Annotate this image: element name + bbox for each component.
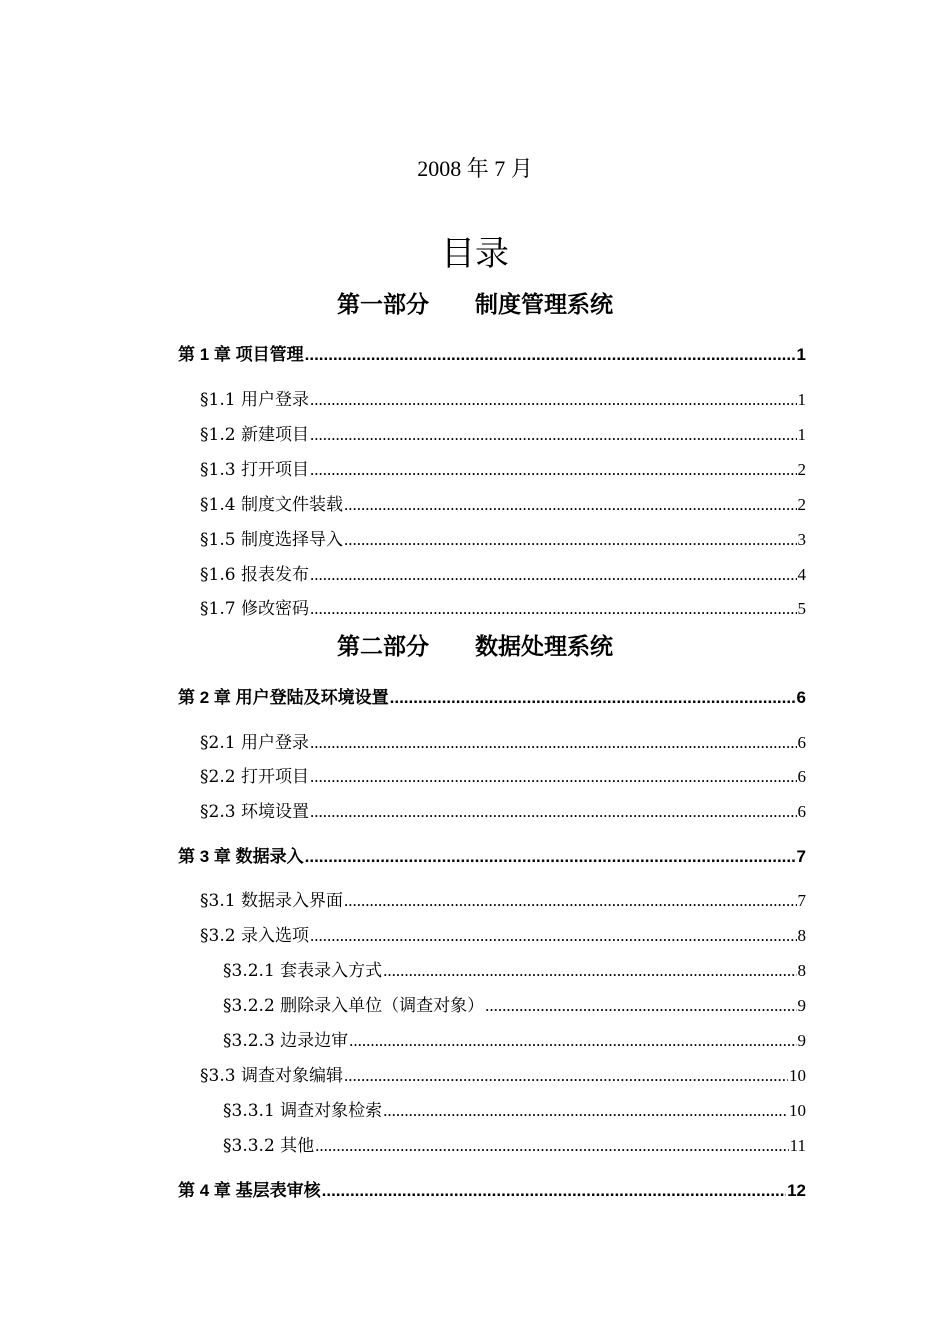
part-heading-1: 第一部分 制度管理系统 [337, 292, 613, 318]
toc-page-number: 6 [797, 767, 806, 786]
toc-entry-chapter[interactable] [0, 1176, 950, 1206]
toc-entry-label: §3.2.3 边录边审 [223, 1031, 349, 1051]
toc-leader [344, 530, 797, 550]
toc-entry-label: §1.3 打开项目 [200, 460, 309, 480]
part-heading-2: 第二部分 数据处理系统 [337, 634, 613, 660]
toc-page-number: 2 [797, 460, 806, 479]
toc-entry-label: §1.2 新建项目 [200, 425, 309, 445]
toc-entry-section[interactable] [0, 728, 950, 758]
toc-leader [310, 733, 797, 753]
toc-entry-section[interactable] [0, 385, 950, 415]
toc-entry-label: §2.3 环境设置 [200, 802, 309, 822]
toc-title: 目录 [441, 234, 509, 274]
toc-entry-section[interactable] [0, 921, 950, 951]
toc-entry-label: §3.2.2 删除录入单位（调查对象） [223, 996, 485, 1016]
toc-leader [383, 961, 796, 981]
toc-leader [344, 495, 797, 515]
toc-page-number: 6 [796, 688, 806, 707]
toc-page-number: 3 [797, 530, 806, 549]
toc-leader [310, 802, 797, 822]
toc-leader [310, 926, 797, 946]
toc-leader [310, 599, 797, 619]
toc-entry-subsection[interactable] [0, 1131, 950, 1161]
toc-entry-label: §2.2 打开项目 [200, 767, 309, 787]
toc-entry-section[interactable] [0, 762, 950, 792]
toc-leader [344, 1066, 788, 1086]
toc-entry-label: §1.5 制度选择导入 [200, 530, 343, 550]
toc-page-number: 5 [797, 599, 806, 618]
toc-entry-label: §3.2 录入选项 [200, 926, 309, 946]
toc-entry-section[interactable] [0, 594, 950, 624]
toc-entry-label: §1.7 修改密码 [200, 599, 309, 619]
toc-entry-section[interactable] [0, 1061, 950, 1091]
toc-page-number: 1 [797, 425, 806, 444]
toc-page-number: 9 [797, 1031, 806, 1050]
toc-leader [383, 1101, 788, 1121]
toc-entry-label: §1.1 用户登录 [200, 390, 309, 410]
toc-page-number: 12 [787, 1181, 806, 1200]
toc-entry-section[interactable] [0, 525, 950, 555]
toc-entry-label: §3.3.2 其他 [223, 1136, 315, 1156]
toc-entry-label: 第 3 章 数据录入 [178, 847, 304, 866]
toc-entry-section[interactable] [0, 420, 950, 450]
toc-leader [344, 891, 797, 911]
toc-page-number: 9 [797, 996, 806, 1015]
toc-entry-subsection[interactable] [0, 1026, 950, 1056]
toc-page-number: 1 [796, 345, 806, 364]
toc-entry-section[interactable] [0, 886, 950, 916]
toc-page-number: 2 [797, 495, 806, 514]
toc-entry-label: 第 1 章 项目管理 [178, 345, 304, 364]
toc-entry-label: §1.4 制度文件装载 [200, 495, 343, 515]
toc-leader [485, 996, 796, 1016]
toc-entry-subsection[interactable] [0, 991, 950, 1021]
toc-entry-section[interactable] [0, 490, 950, 520]
toc-entry-label: §2.1 用户登录 [200, 733, 309, 753]
toc-entry-label: §3.3.1 调查对象检索 [223, 1101, 383, 1121]
toc-entry-chapter[interactable] [0, 340, 950, 370]
toc-leader [315, 1136, 788, 1156]
toc-entry-label: 第 4 章 基层表审核 [178, 1181, 321, 1200]
toc-leader [310, 565, 797, 585]
toc-leader [310, 390, 797, 410]
toc-entry-section[interactable] [0, 797, 950, 827]
toc-page-number: 8 [797, 961, 806, 980]
toc-page-number: 11 [789, 1136, 806, 1155]
toc-entry-label: 第 2 章 用户登陆及环境设置 [178, 688, 389, 707]
toc-page-number: 6 [797, 733, 806, 752]
toc-page-number: 10 [789, 1066, 806, 1085]
toc-page-number: 6 [797, 802, 806, 821]
toc-leader [390, 688, 796, 708]
toc-page-number: 8 [797, 926, 806, 945]
toc-leader [310, 460, 797, 480]
toc-entry-subsection[interactable] [0, 1096, 950, 1126]
toc-entry-label: §1.6 报表发布 [200, 565, 309, 585]
toc-entry-label: §3.3 调查对象编辑 [200, 1066, 343, 1086]
toc-entry-label: §3.1 数据录入界面 [200, 891, 343, 911]
toc-page-number: 7 [797, 891, 806, 910]
toc-leader [305, 345, 796, 365]
toc-entry-chapter[interactable] [0, 683, 950, 713]
toc-entry-section[interactable] [0, 560, 950, 590]
toc-page-number: 7 [796, 847, 806, 866]
toc-leader [305, 847, 796, 867]
toc-leader [349, 1031, 796, 1051]
toc-entry-chapter[interactable] [0, 842, 950, 872]
document-date: 2008 年 7 月 [417, 156, 533, 181]
toc-page-number: 1 [797, 390, 806, 409]
toc-entry-subsection[interactable] [0, 956, 950, 986]
toc-leader [322, 1181, 786, 1201]
toc-entry-section[interactable] [0, 455, 950, 485]
toc-page-number: 4 [797, 565, 806, 584]
toc-page-number: 10 [789, 1101, 806, 1120]
toc-entry-label: §3.2.1 套表录入方式 [223, 961, 383, 981]
toc-leader [310, 425, 797, 445]
toc-leader [310, 767, 797, 787]
